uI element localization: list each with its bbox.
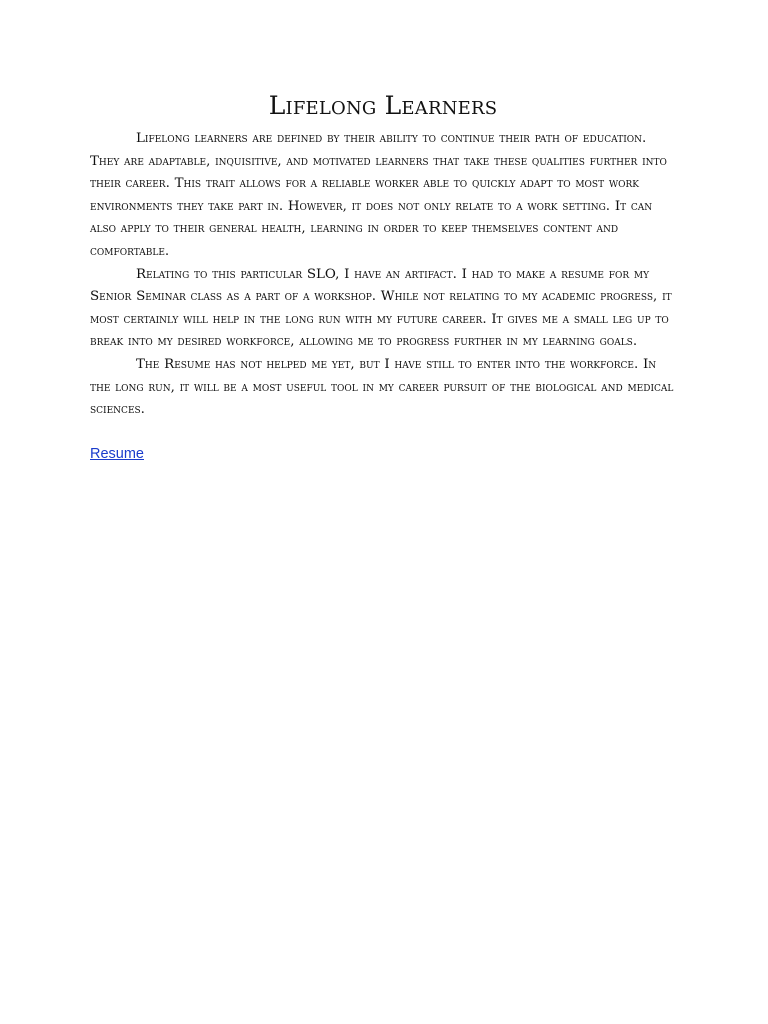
paragraph-resume-usefulness: The Resume has not helped me yet, but I have still to enter into the workforce. In the long run, it will be a most useful tool in my career pursuit of the biological and medical sciences. [90, 356, 674, 418]
document-page [90, 88, 676, 463]
page-title: Lifelong Learners [268, 91, 498, 120]
paragraph-artifact: Relating to this particular SLO, I have an artifact. I had to make a resume for my Senior Seminar class as a part of a workshop. While not relating to my academic progress, it most certainly will help in the long run with my future career. It gives me a small leg up to break into my desired workforce, allowing me to progress further in my learning goals. [90, 266, 672, 350]
link-container [90, 445, 676, 463]
paragraph-definition: Lifelong learners are defined by their ability to continue their path of education. They are adaptable, inquisitive, and motivated learners that take these qualities further into their career. This trait allows for a reliable worker able to quickly adapt to most work environments they take part in. However, it does not only relate to a work setting. It can also apply to their general health, learning in order to keep themselves content and comfortable. [90, 131, 667, 259]
resume-link[interactable]: Resume [90, 445, 144, 462]
